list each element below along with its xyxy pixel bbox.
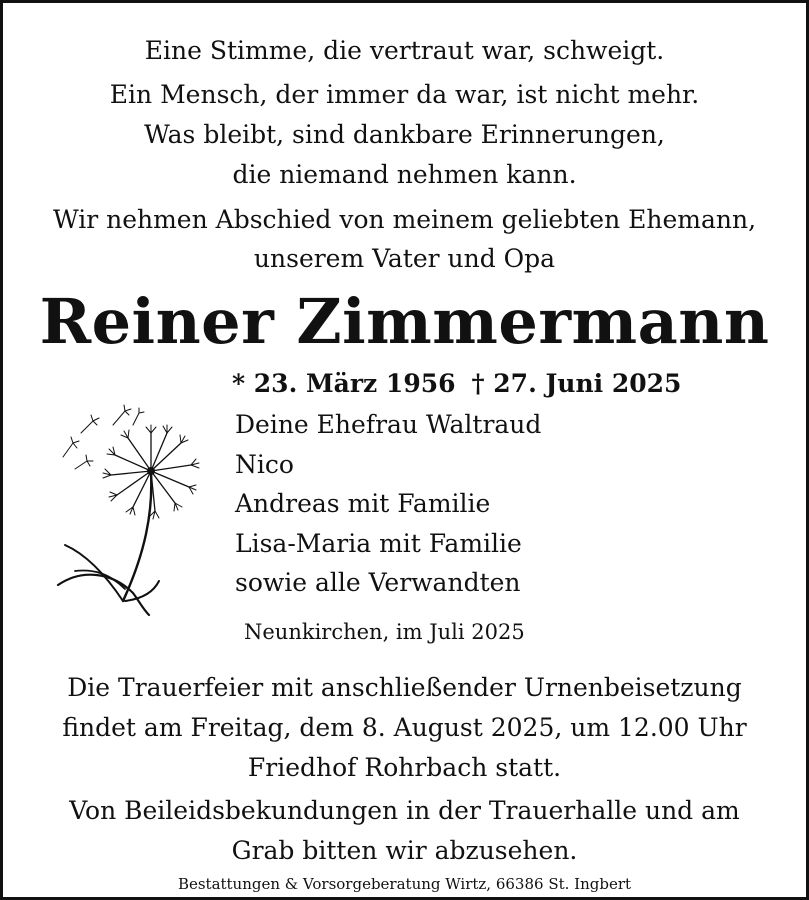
dandelion-icon [53, 403, 203, 618]
survivor-item: Andreas mit Familie [235, 489, 491, 518]
poem-line-2: Ein Mensch, der immer da war, ist nicht mehr. [109, 80, 700, 109]
place-and-date: Neunkirchen, im Juli 2025 [244, 620, 525, 644]
birth-date: * 23. März 1956 [232, 369, 456, 398]
service-line-4: Von Beileidsbekundungen in der Trauerhalle und am [69, 796, 740, 825]
survivors-list [235, 405, 541, 603]
service-line-1: Die Trauerfeier mit anschließender Urnenbeisetzung [67, 673, 742, 702]
survivor-item: Deine Ehefrau Waltraud [235, 410, 542, 439]
survivor-item: Nico [235, 449, 294, 479]
service-line-3: Friedhof Rohrbach statt. [247, 753, 562, 782]
funeral-home-credit: Bestattungen & Vorsorgeberatung Wirtz, 66386 St. Ingbert [177, 875, 632, 893]
life-dates [232, 369, 681, 398]
poem-line-3: Was bleibt, sind dankbare Erinnerungen, [144, 120, 665, 149]
poem-line-1: Eine Stimme, die vertraut war, schweigt. [144, 36, 665, 65]
intro-line-1: Wir nehmen Abschied von meinem geliebten Ehemann, [52, 205, 757, 234]
service-line-5: Grab bitten wir abzusehen. [231, 836, 578, 865]
service-line-2: findet am Freitag, dem 8. August 2025, um 12.00 Uhr [62, 713, 747, 742]
intro-line-2: unserem Vater und Opa [253, 244, 556, 273]
death-date: † 27. Juni 2025 [471, 369, 682, 398]
survivor-item: Lisa-Maria mit Familie [235, 528, 522, 558]
poem-line-4: die niemand nehmen kann. [232, 160, 577, 189]
deceased-name: Reiner Zimmermann [39, 285, 770, 358]
survivor-item: sowie alle Verwandten [235, 568, 521, 597]
